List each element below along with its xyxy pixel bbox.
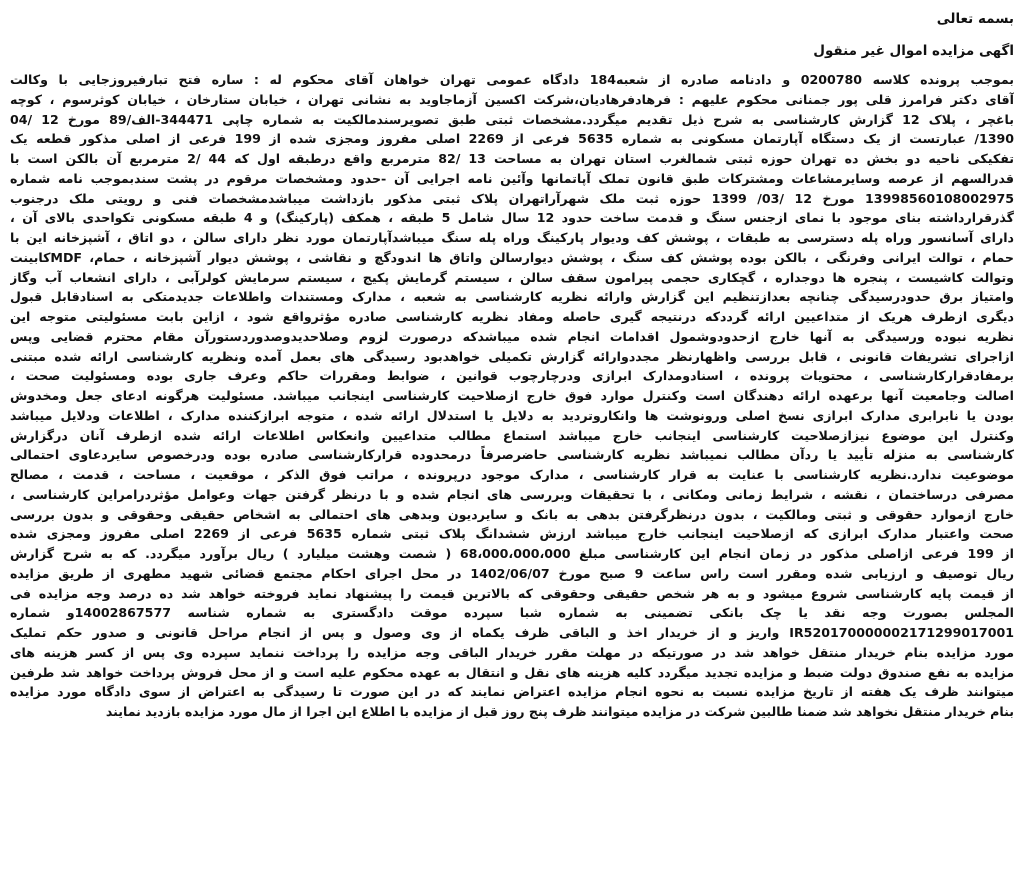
notice-title: اگهی مزایده اموال غیر منقول	[813, 43, 1014, 59]
notice-line: ازاجرای تشریفات قانونی ، قابل بررسی واظهارنظر مجددوارائه گزارش تکمیلی خواهدبود رسیدگی های بعمل آمده ونظریه کارشناسی ارائه شده مبتنی	[10, 348, 1014, 364]
notice-line: بموجب پرونده کلاسه 0200780 و دادنامه صادره از شعبه184 دادگاه عمومی تهران خواهان آقای محکوم له : ساره فتح تبارفیروزجایی با وکالت	[10, 72, 1014, 87]
notice-line: از 199 فرعی ازاصلی مذکور در زمان انجام این کارشناسی مبلغ 68،000،000،000 ( شصت وهشت میلیارد ) ریال برآورد میگردد. که به شرح گزارش	[10, 546, 1014, 561]
notice-line: IR520170000002171299017001 واریز و از خریدار اخذ و الباقی ظرف یکماه از وی وصول و پس از انجام مراحل قانونی و صدور حکم تملیک	[10, 625, 1014, 640]
notice-line: صحت واعتبار مدارک ابرازی که ازصلاحیت اینجانب خارج میباشد ارزش ششدانگ پلاک ثبتی شماره 5635 فرعی از 2269 اصلی مفروز ومجزی شده	[10, 526, 1014, 542]
notice-line: بنام خریدار منتقل نخواهد شد ضمنا طالبین شرکت در مزایده میتوانند ظرف پنج روز قبل از مزایده با اطلاع این اجرا از مال مورد مزایده بازدید نمایند	[105, 704, 1014, 719]
notice-line: آقای دکتر فرامرز قلی پور جمنانی محکوم علیهم : فرهادفرهادیان،شرکت اکسین آزماجاوید به نشانی تهران ، خیابان ستارخان ، خیابان کوثرسوم ، کوچه	[10, 91, 1014, 107]
notice-line: دیگری ازطرف هریک از متداعیین ارائه گرددکه درنتیجه گیری حاصله ومفاد نظریه کارشناسی صادره مؤثرواقع شود ، ازاین بابت مسئولیتی متوجه این	[10, 309, 1014, 324]
notice-line: از قیمت پایه کارشناسی شروع میشود و به هر شخص حقیقی وحقوقی که بالاترین قیمت را پیشنهاد نماید فروخته خواهد شد ده درصد وجه مزایده فی	[10, 585, 1014, 601]
notice-line: تفکیکی ناحیه دو بخش ده تهران حوزه ثبتی شمالغرب استان تهران به مساحت 13 /82 مترمربع واقع درطبقه اول که 44 /2 مترمربع آن بالکن است با	[10, 151, 1014, 166]
notice-line: میتوانند ظرف یک هفته از تاریخ مزایده نسبت به نحوه انجام مزایده اعتراض نمایند که در این صورت تا رسیدگی به اعتراض از سوی دادگاه مورد مزایده	[10, 684, 1014, 700]
notice-line: وامتیاز برق حدودرسیدگی چنانچه بعدازتنظیم این گزارش وارائه نظریه کارشناسی به شعبه ، مدارک ومستندات واطلاعات جدیدمتکی به اسنادقابل قبول	[10, 289, 1014, 305]
notice-heading: بسمه تعالی	[936, 11, 1014, 27]
notice-line: دارای آسانسور وراه پله دسترسی به طبقات ، پوشش کف ودیوار پارکینگ وراه پله سنگ میباشدآپارتمان مورد نظر دارای سالن ، دو اتاق ، آشپزخانه این با	[10, 230, 1014, 245]
notice-line: مصرفی درساختمان ، نقشه ، شرایط زمانی ومکانی ، با تحقیقات وبررسی های انجام شده و با درنظر گرفتن جهات وعوامل مؤثردرامراین کارشناسی ،	[10, 486, 1014, 502]
notice-line: بودن یا نابرابری مدارک ابرازی نسخ اصلی ورونوشت ها وانکاروتردید به دلایل یا استدلال ارائه شده ، متوجه ابرازکننده مدارک ، اطلاعات ودلایل میباشد	[10, 407, 1014, 423]
notice-line: برمفادقرارکارشناسی ، محتویات پرونده ، اسنادومدارک ابرازی ودرچارچوب قوانین ، ضوابط ومقررات حاکم وعرف جاری بوده ومسئولیت صحت ،	[10, 368, 1014, 384]
notice-line: اصالت وجامعیت آنها برعهده ارائه دهندگان است وکنترل موارد فوق خارج ازصلاحیت کارشناسی اینجانب میباشد. مسئولیت هرگونه ادعای جعل ومخدوش	[10, 388, 1014, 403]
notice-line: نظریه نبوده ورسیدگی به آنها خارج ازحدودوشمول اقدامات انجام شده میباشدکه درصورت لزوم وصلاحدیدوصدوردستورآن مقام محترم قضایی وپس	[10, 328, 1014, 344]
notice-line: وکنترل این موضوع نیزازصلاحیت کارشناسی اینجانب خارج میباشد استماع مطالب متداعیین وانعکاس اطلاعات ارائه شده ازطرف آنان درگزارش	[10, 427, 1014, 443]
notice-line: باغچر ، پلاک 12 گزارش کارشناسی به شرح ذیل تقدیم میگردد.مشخصات ثبتی طبق تصویرسندمالکیت به شماره چاپی 344471-الف/89 مورخ 12 /04	[10, 111, 1014, 127]
notice-line: مزایده به نفع صندوق دولت ضبط و مزایده تجدید میگردد کلیه هزینه های نقل و انتقال به عهده محکوم علیه است و از محل فروش پرداخت خواهد شد طرفین	[10, 664, 1014, 680]
notice-line: خارج ازموارد حقوقی و ثبتی ومالکیت ، بدون درنظرگرفتن بدهی به بانک و سایردیون وبدهی های احتمالی به اشخاص حقیقی وحقوقی و بدون بررسی	[10, 506, 1014, 522]
notice-line: قدرالسهم از عرصه وسایرمشاعات ومشترکات طبق قانون تملک آپاتمانها وآئین نامه اجرایی آن -حدود ومشخصات مرقوم در پشت سندبموجب نامه شماره	[10, 170, 1014, 186]
notice-line: ریال توصیف و ارزیابی شده ومقرر است راس ساعت 9 صبح مورخ 1402/06/07 در محل اجرای احکام مجتمع قضائی شهید مطهری از طریق مزایده	[10, 565, 1014, 581]
notice-line: موضوعیت ندارد.نظریه کارشناسی با عنایت به قرار کارشناسی ، مدارک موجود درپرونده ، مراتب فوق الذکر ، موقعیت ، مساحت ، قدمت ، مصالح	[10, 467, 1014, 482]
notice-line: حمام ، توالت ایرانی وفرنگی ، بالکن بوده پوشش کف سنگ ، پوشش دیوارسالن واتاق ها اندودگچ و نقاشی ، پوشش دیوار آشپزخانه ، حمام، MDFکابینت	[10, 249, 1014, 265]
notice-line: گذرقرارداشته بنای موجود با نمای ازجنس سنگ و قدمت ساخت حدود 12 سال شامل 5 طبقه ، همکف (پارکینگ) و 4 طبقه مسکونی تکواحدی بالای آن ،	[10, 210, 1014, 226]
notice-line: 1390/ عبارتست از یک دستگاه آپارتمان مسکونی به شماره 5635 فرعی از 2269 اصلی مفروز ومجزی شده از 199 فرعی از اصلی مذکور قطعه یک	[10, 131, 1014, 147]
notice-line: مورد مزایده بنام خریدار منتقل خواهد شد در صورتیکه در مهلت مقرر خریدار الباقی وجه مزایده را پرداخت ننماید سپرده وی پس از کسر هزینه های	[10, 644, 1014, 660]
notice-body	[10, 70, 1014, 722]
notice-line: وتوالت کاشیست ، پنجره ها دوجداره ، گچکاری حجمی پیرامون سقف سالن ، سیستم گرمایش پکیج ، سیستم سرمایش کولرآبی ، دارای انشعاب آب وگاز	[10, 269, 1014, 285]
notice-line: المجلس بصورت وجه نقد یا چک بانکی تضمینی به شماره شبا سپرده موقت دادگستری به شماره شناسه 14002867577و شماره	[10, 605, 1014, 621]
notice-line: کارشناسی به منزله تأیید یا ردآن مطالب نمیباشد نظریه کارشناسی حاضرصرفاً درمحدوده قرارکارشناسی صادره بوده ودرخصوص سایردعاوی احتمالی	[10, 447, 1014, 463]
notice-line: 13998560108002975 مورخ 12 /03/ 1399 حوزه ثبت ملک شهرآراتهران پلاک ثبتی مذکور بازداشت میباشدمشخصات فنی و رویتی ملک درجنوب	[10, 190, 1014, 206]
